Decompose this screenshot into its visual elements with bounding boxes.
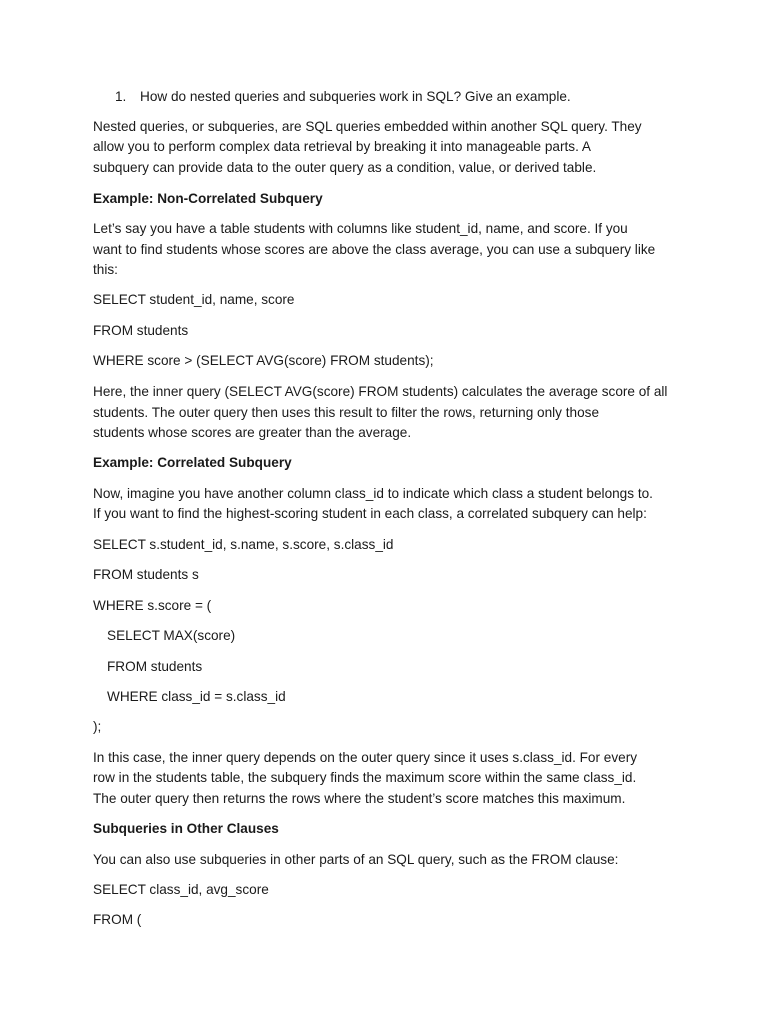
question-text: How do nested queries and subqueries work in SQL? Give an example. — [140, 89, 571, 104]
section2-desc-line-2: If you want to find the highest-scoring student in each class, a correlated subquery can help: — [93, 506, 647, 521]
section1-expl-line-2: students. The outer query then uses this result to filter the rows, returning only those — [93, 405, 600, 420]
section2-code-line-3: WHERE s.score = ( — [93, 598, 212, 613]
section2-desc-line-1: Now, imagine you have another column class_id to indicate which class a student belongs to. — [93, 486, 653, 501]
intro-line-3: subquery can provide data to the outer query as a condition, value, or derived table. — [93, 160, 597, 175]
section2-expl-line-3: The outer query then returns the rows where the student’s score matches this maximum. — [93, 791, 626, 806]
question-number: 1. — [115, 89, 127, 104]
section1-desc-line-1: Let’s say you have a table students with columns like student_id, name, and score. If you — [93, 221, 628, 236]
section2-code-line-1: SELECT s.student_id, s.name, s.score, s.class_id — [93, 537, 394, 552]
section3-heading: Subqueries in Other Clauses — [93, 821, 279, 836]
section1-code-line-3: WHERE score > (SELECT AVG(score) FROM students); — [93, 353, 434, 368]
section1-desc-line-3: this: — [93, 262, 118, 277]
intro-line-2: allow you to perform complex data retrieval by breaking it into manageable parts. A — [93, 139, 591, 154]
section1-code-line-2: FROM students — [93, 323, 189, 338]
section3-code-line-2: FROM ( — [93, 912, 142, 927]
section2-code-line-7: ); — [93, 719, 102, 734]
section2-heading: Example: Correlated Subquery — [93, 455, 292, 470]
section2-code-line-6: WHERE class_id = s.class_id — [107, 689, 286, 704]
section2-expl-line-1: In this case, the inner query depends on the outer query since it uses s.class_id. For every — [93, 750, 638, 765]
section2-expl-line-2: row in the students table, the subquery finds the maximum score within the same class_id. — [93, 770, 637, 785]
section1-heading: Example: Non-Correlated Subquery — [93, 191, 323, 206]
section2-code-line-2: FROM students s — [93, 567, 199, 582]
intro-line-1: Nested queries, or subqueries, are SQL queries embedded within another SQL query. They — [93, 119, 642, 134]
section1-desc-line-2: want to find students whose scores are above the class average, you can use a subquery like — [93, 242, 656, 257]
section2-code-line-5: FROM students — [107, 659, 203, 674]
section3-code-line-1: SELECT class_id, avg_score — [93, 882, 269, 897]
section3-desc-line-1: You can also use subqueries in other parts of an SQL query, such as the FROM clause: — [93, 852, 619, 867]
section1-code-line-1: SELECT student_id, name, score — [93, 292, 295, 307]
section2-code-line-4: SELECT MAX(score) — [107, 628, 236, 643]
section1-expl-line-3: students whose scores are greater than the average. — [93, 425, 412, 440]
section1-expl-line-1: Here, the inner query (SELECT AVG(score) FROM students) calculates the average score of all — [93, 384, 668, 399]
